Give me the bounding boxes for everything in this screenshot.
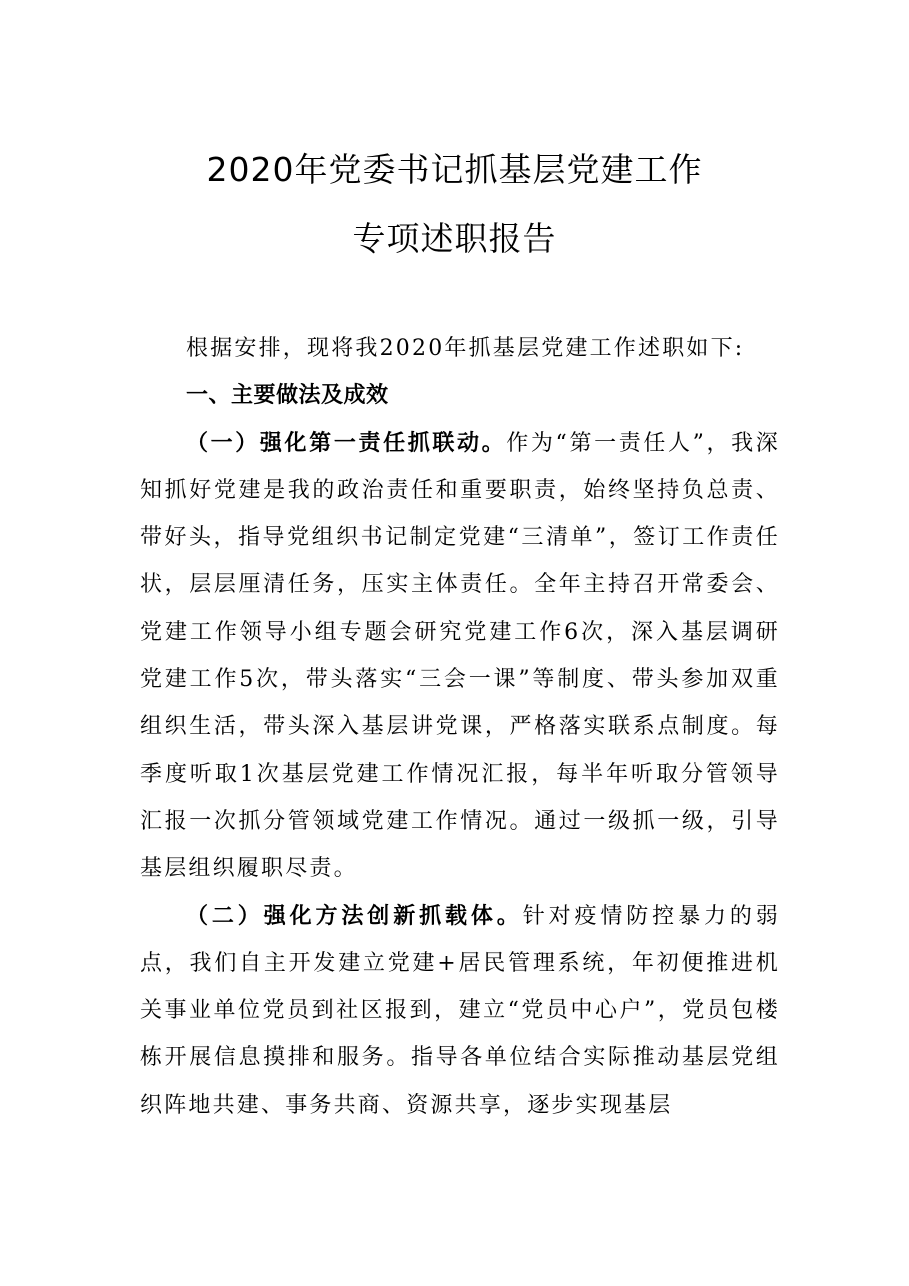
item-2-text: 针对疫情防控暴力的弱点，我们自主开发建立党建+居民管理系统，年初便推进机关事业单位党员到社区报到，建立“党员中心户”，党员包楼栋开展信息摸排和服务。指导各单位结合实际推动基层党组织阵地共建、事务共商、资源共享，逐步实现基层 [140,903,780,1118]
document-body [140,325,780,1129]
intro-paragraph: 根据安排，现将我2020年抓基层党建工作述职如下: [186,336,745,361]
section-1-heading: 一、主要做法及成效 [186,383,389,409]
document-title-line-2: 专项述职报告 [352,219,557,258]
item-1-lead: （一）强化第一责任抓联动。 [186,429,507,456]
item-1-text: 作为“第一责任人”，我深知抓好党建是我的政治责任和重要职责，始终坚持负总责、带好头，指导党组织书记制定党建“三清单”，签订工作责任状，层层厘清任务，压实主体责任。全年主持召开常委会、党建工作领导小组专题会研究党建工作6次，深入基层调研党建工作5次，带头落实“三会一课”等制度、带头参加双重组织生活，带头深入基层讲党课，严格落实联系点制度。每季度听取1次基层党建工作情况汇报，每半年听取分管领导汇报一次抓分管领域党建工作情况。通过一级抓一级，引导基层组织履职尽责。 [140,430,780,882]
document-title-line-1: 2020年党委书记抓基层党建工作 [206,150,703,189]
item-2-paragraph [140,893,780,1129]
item-1-paragraph [140,420,780,893]
item-2-lead: （二）强化方法创新抓载体。 [186,902,523,929]
